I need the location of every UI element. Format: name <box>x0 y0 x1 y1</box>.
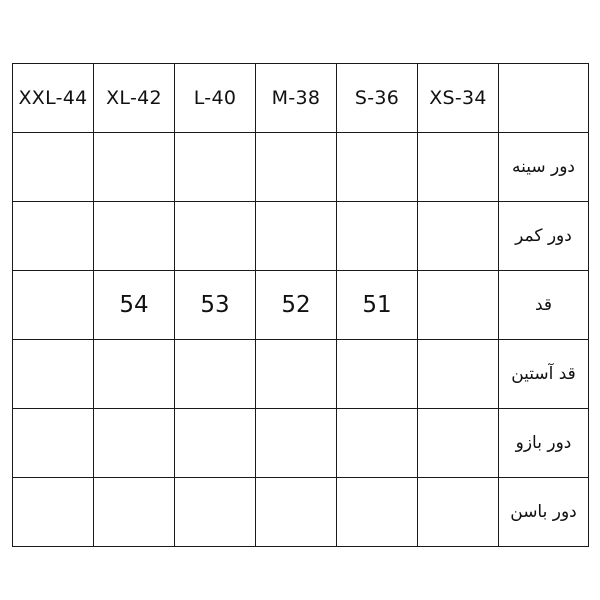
cell-sleeve-s <box>337 340 418 409</box>
table-row-chest <box>13 133 589 202</box>
cell-waist-l <box>175 202 256 271</box>
cell-arm-xs <box>418 409 499 478</box>
row-label-waist: دور کمر <box>499 202 589 271</box>
cell-hip-xl <box>94 478 175 547</box>
size-header-xs: XS-34 <box>418 64 499 133</box>
cell-length-s: 51 <box>337 271 418 340</box>
cell-waist-xxl <box>13 202 94 271</box>
table-row-length <box>13 271 589 340</box>
cell-arm-s <box>337 409 418 478</box>
cell-waist-xs <box>418 202 499 271</box>
row-label-chest: دور سینه <box>499 133 589 202</box>
cell-waist-xl <box>94 202 175 271</box>
cell-chest-xs <box>418 133 499 202</box>
cell-sleeve-m <box>256 340 337 409</box>
cell-chest-xxl <box>13 133 94 202</box>
table-row-hip <box>13 478 589 547</box>
table-row-sleeve-length <box>13 340 589 409</box>
cell-hip-s <box>337 478 418 547</box>
cell-chest-m <box>256 133 337 202</box>
size-header-l: L-40 <box>175 64 256 133</box>
cell-length-xs <box>418 271 499 340</box>
cell-arm-xxl <box>13 409 94 478</box>
cell-hip-xs <box>418 478 499 547</box>
cell-chest-s <box>337 133 418 202</box>
table-row-waist <box>13 202 589 271</box>
cell-chest-l <box>175 133 256 202</box>
cell-length-l: 53 <box>175 271 256 340</box>
cell-length-xl: 54 <box>94 271 175 340</box>
row-label-arm: دور بازو <box>499 409 589 478</box>
size-header-s: S-36 <box>337 64 418 133</box>
cell-arm-m <box>256 409 337 478</box>
row-label-hip: دور باسن <box>499 478 589 547</box>
size-header-xxl: XXL-44 <box>13 64 94 133</box>
cell-sleeve-xxl <box>13 340 94 409</box>
cell-arm-xl <box>94 409 175 478</box>
cell-sleeve-l <box>175 340 256 409</box>
row-label-sleeve-length: قد آستین <box>499 340 589 409</box>
header-corner-cell <box>499 64 589 133</box>
row-label-length: قد <box>499 271 589 340</box>
cell-waist-m <box>256 202 337 271</box>
size-chart-table <box>12 63 589 547</box>
cell-arm-l <box>175 409 256 478</box>
size-header-xl: XL-42 <box>94 64 175 133</box>
cell-length-xxl <box>13 271 94 340</box>
cell-hip-l <box>175 478 256 547</box>
table-row-arm <box>13 409 589 478</box>
cell-length-m: 52 <box>256 271 337 340</box>
cell-hip-xxl <box>13 478 94 547</box>
cell-sleeve-xs <box>418 340 499 409</box>
cell-sleeve-xl <box>94 340 175 409</box>
size-header-m: M-38 <box>256 64 337 133</box>
cell-chest-xl <box>94 133 175 202</box>
size-header-row <box>13 64 589 133</box>
cell-waist-s <box>337 202 418 271</box>
cell-hip-m <box>256 478 337 547</box>
